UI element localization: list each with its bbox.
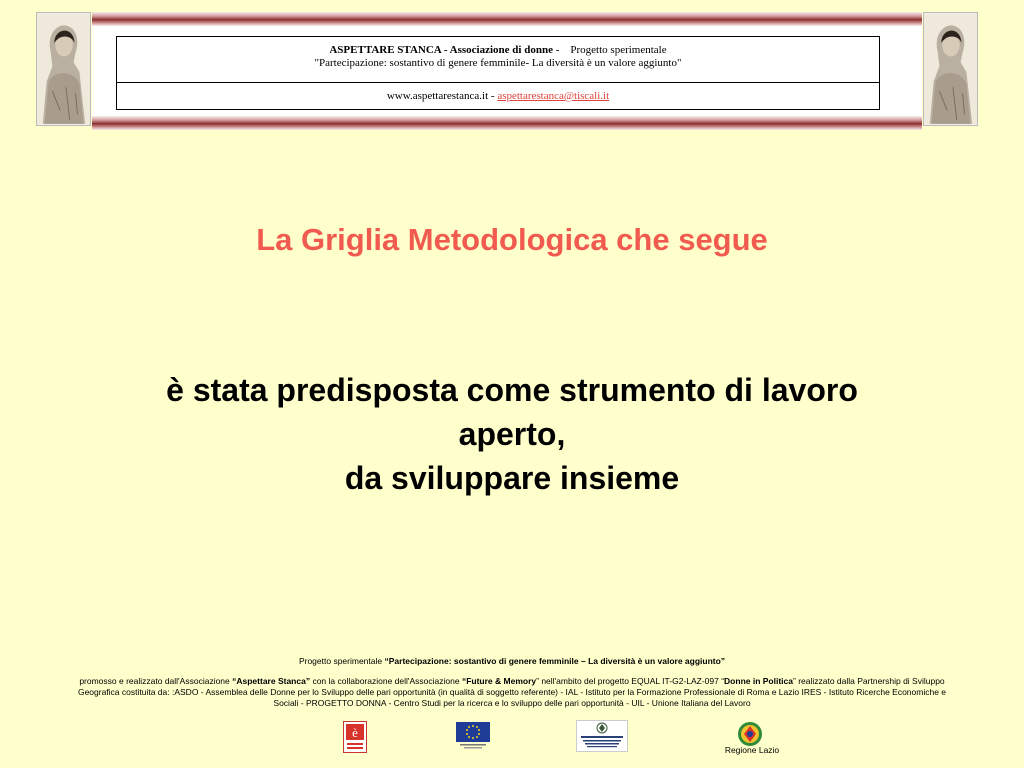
woman-portrait-icon — [924, 13, 977, 125]
website-text: www.aspettarestanca.it — [386, 90, 489, 102]
portrait-image-left — [36, 12, 91, 126]
footer-project-quote: “Partecipazione: sostantivo di genere femminile – La diversità è un valore aggiunto” — [384, 656, 726, 666]
equal-logo — [343, 721, 367, 753]
italian-emblem-icon — [577, 721, 627, 751]
footer-partnership-text — [72, 676, 952, 709]
title-separator: - — [552, 44, 560, 56]
equal-logo-icon — [344, 722, 366, 752]
footer-text-e: ” nell'ambito del progetto EQUAL IT-G2-LAZ-097 “ — [536, 676, 725, 686]
equal-letter: è — [352, 725, 358, 740]
header-band-bottom — [92, 116, 922, 130]
body-line-3: da sviluppare insieme — [344, 460, 680, 496]
footer-project-line — [72, 656, 952, 667]
project-label: Progetto sperimentale — [570, 44, 667, 56]
header-band-top — [92, 12, 922, 26]
eu-flag-icon — [456, 722, 490, 750]
regione-lazio-logo — [737, 721, 763, 747]
eu-flag-logo — [456, 722, 490, 750]
header-box — [116, 36, 880, 110]
association-name: ASPETTARE STANCA - Associazione di donne — [329, 44, 553, 56]
links-separator: - — [488, 90, 498, 102]
body-line-2: aperto, — [458, 416, 566, 452]
portrait-image-right — [923, 12, 978, 126]
header-links-row — [117, 83, 879, 109]
woman-portrait-icon — [37, 13, 90, 125]
footer-text-f: Donne in Politica — [724, 676, 793, 686]
slide-title: La Griglia Metodologica che segue — [256, 222, 768, 257]
regione-lazio-emblem-icon — [737, 721, 763, 747]
regione-lazio-label: Regione Lazio — [724, 745, 780, 755]
footer-text-d: “Future & Memory — [461, 676, 537, 686]
footer-text-a: promosso e realizzato dall'Associazione — [79, 676, 233, 686]
footer-text-b: “Aspettare Stanca” — [232, 676, 311, 686]
footer-project-prefix: Progetto sperimentale — [298, 656, 385, 666]
ministry-logo — [576, 720, 628, 752]
footer-text-c: con la collaborazione dell'Associazione — [310, 676, 462, 686]
header-title-row — [117, 37, 879, 83]
footer-text-g: ” realizzato dalla Partnership di Sviluppo Geografica costituita da: :ASDO - Assemblea delle Donne per lo Sviluppo delle pari opportunità (in qualità di soggetto referente) - IAL - Istituto per la Formazione Professionale di Roma e Lazio IRES - Istituto Ricerche Economiche e Sociali - PROGETTO DONNA - Centro Studi per la ricerca e lo sviluppo delle pari opportunità - UIL - Unione Italiana del Lavoro — [77, 676, 947, 708]
slide-body — [40, 368, 984, 500]
email-link[interactable]: aspettarestanca@tiscali.it — [497, 90, 610, 102]
body-line-1: è stata predisposta come strumento di lavoro — [166, 372, 858, 408]
project-quote: "Partecipazione: sostantivo di genere femminile- La diversità è un valore aggiunto" — [314, 57, 682, 69]
